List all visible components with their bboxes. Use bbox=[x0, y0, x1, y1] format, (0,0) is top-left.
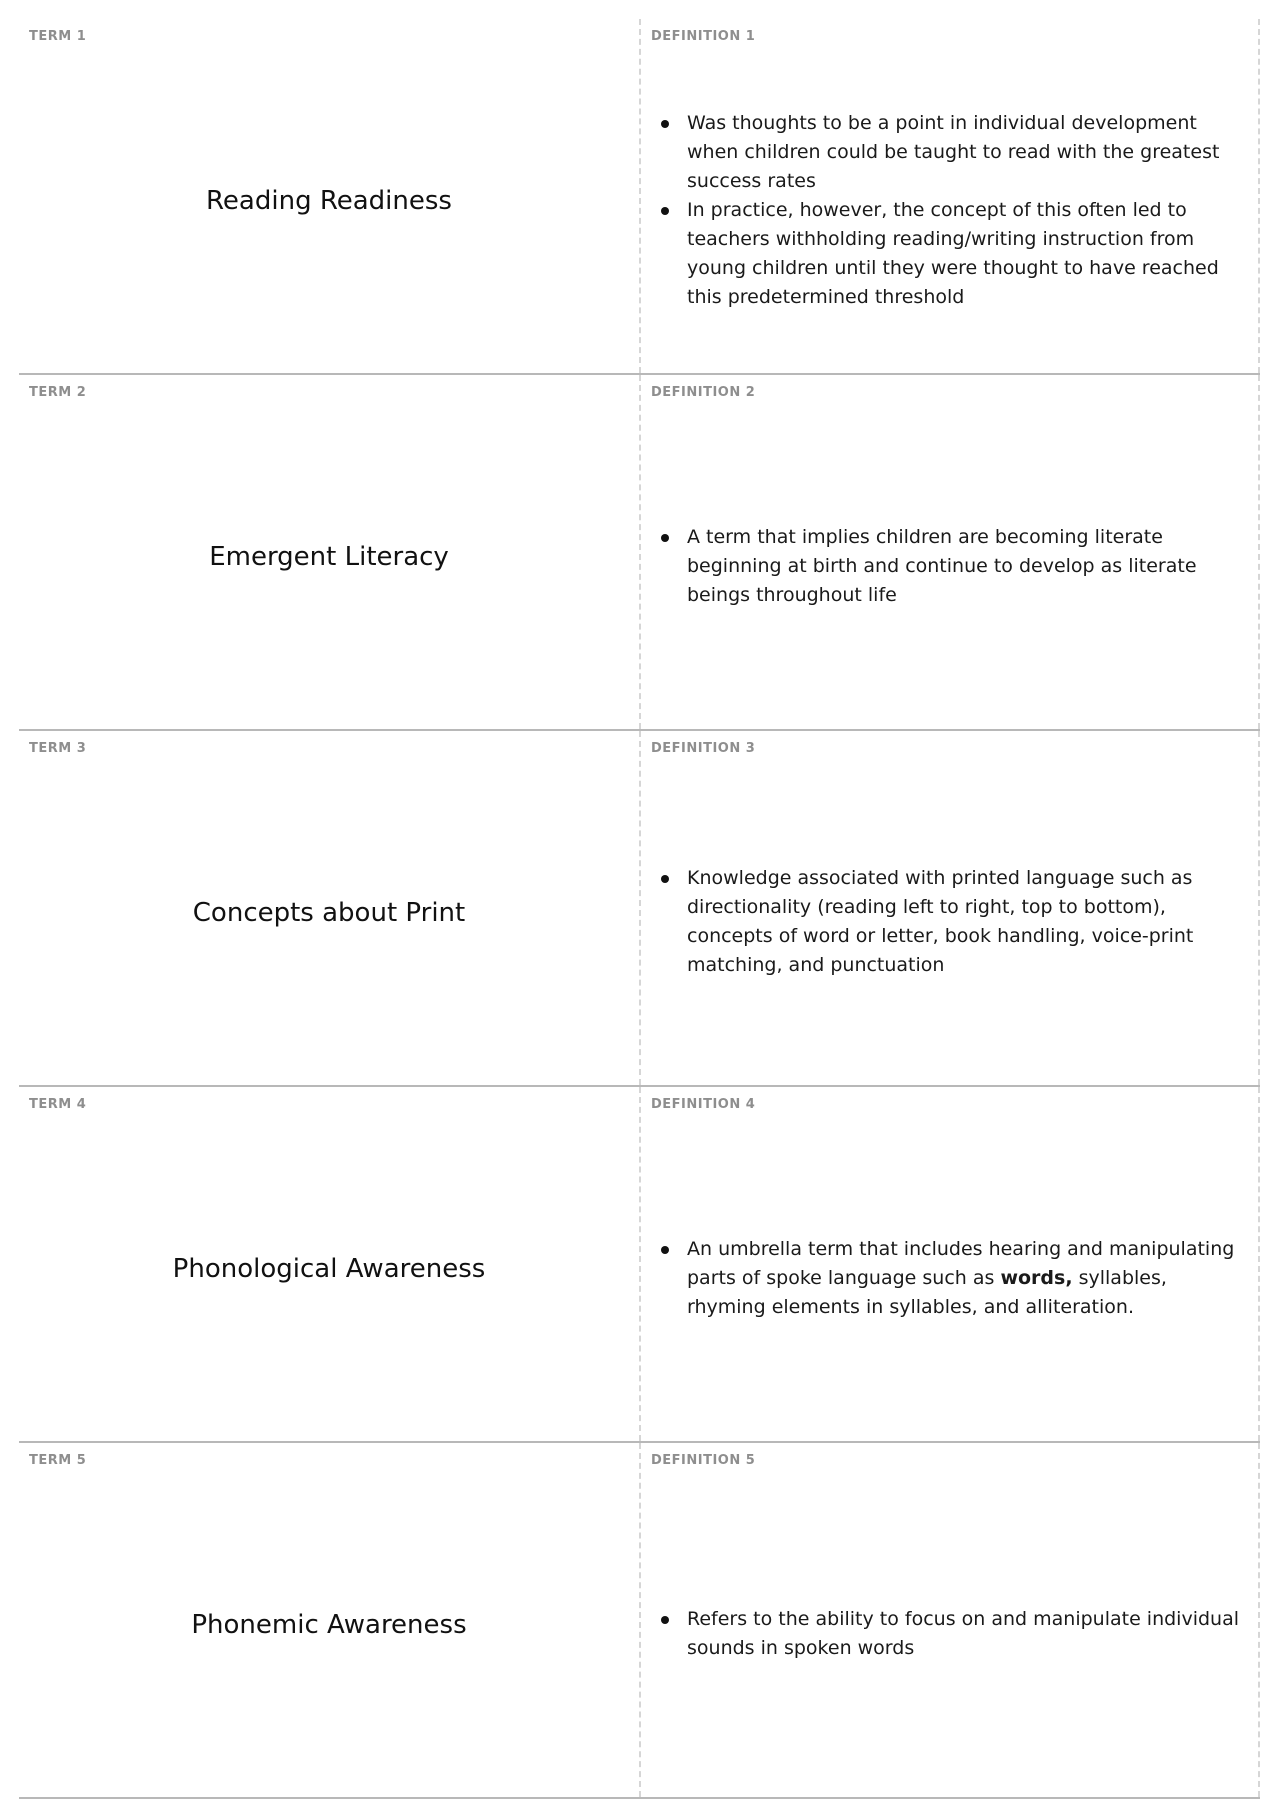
term-cell bbox=[19, 19, 641, 373]
flashcard-row bbox=[19, 19, 1260, 375]
term-text: Concepts about Print bbox=[192, 898, 466, 928]
term-label: TERM 3 bbox=[29, 741, 87, 756]
definition-item bbox=[687, 864, 1244, 980]
term-text: Phonemic Awareness bbox=[191, 1610, 467, 1640]
definition-item-text-before: An umbrella term that includes hearing and manipulating parts of spoke language such as bbox=[687, 1237, 1235, 1289]
definition-body bbox=[641, 731, 1258, 1085]
term-cell bbox=[19, 1443, 641, 1797]
definition-list bbox=[655, 109, 1244, 312]
definition-list bbox=[655, 1235, 1244, 1322]
definition-body bbox=[641, 1087, 1258, 1441]
definition-label: DEFINITION 2 bbox=[651, 385, 756, 400]
definition-item bbox=[687, 1235, 1244, 1322]
definition-cell bbox=[641, 731, 1260, 1085]
definition-item-text: Refers to the ability to focus on and manipulate individual sounds in spoken words bbox=[687, 1608, 1240, 1659]
definition-cell bbox=[641, 1443, 1260, 1797]
definition-item-text: In practice, however, the concept of this often led to teachers withholding reading/writing instruction from young children until they were thought to have reached this predetermined threshold bbox=[687, 198, 1219, 308]
term-label: TERM 4 bbox=[29, 1097, 87, 1112]
bullet-icon bbox=[661, 1246, 669, 1254]
definition-cell bbox=[641, 375, 1260, 729]
term-label: TERM 1 bbox=[29, 29, 87, 44]
definition-list bbox=[655, 1605, 1244, 1663]
term-label: TERM 2 bbox=[29, 385, 87, 400]
term-label: TERM 5 bbox=[29, 1453, 87, 1468]
definition-body bbox=[641, 375, 1258, 729]
flashcard-sheet bbox=[19, 19, 1260, 1799]
definition-label: DEFINITION 3 bbox=[651, 741, 756, 756]
bullet-icon bbox=[661, 120, 669, 128]
definition-label: DEFINITION 4 bbox=[651, 1097, 756, 1112]
bullet-icon bbox=[661, 207, 669, 215]
bullet-icon bbox=[661, 1616, 669, 1624]
definition-item-text: Knowledge associated with printed language such as directionality (reading left to right, top to bottom), concepts of word or letter, book handling, voice-print matching, and punctuation bbox=[687, 867, 1194, 976]
definition-body bbox=[641, 19, 1258, 373]
bullet-icon bbox=[661, 875, 669, 883]
flashcard-row bbox=[19, 731, 1260, 1087]
definition-item bbox=[687, 1605, 1244, 1663]
term-cell bbox=[19, 1087, 641, 1441]
definition-item-text: A term that implies children are becoming literate beginning at birth and continue to develop as literate beings throughout life bbox=[687, 525, 1197, 606]
bullet-icon bbox=[661, 534, 669, 542]
definition-body bbox=[641, 1443, 1258, 1797]
definition-cell bbox=[641, 1087, 1260, 1441]
flashcard-row bbox=[19, 375, 1260, 731]
definition-item bbox=[687, 523, 1244, 610]
definition-item-text-after: syllables, rhyming elements in syllables, and alliteration. bbox=[687, 1266, 1167, 1318]
flashcard-row bbox=[19, 1087, 1260, 1443]
definition-label: DEFINITION 5 bbox=[651, 1453, 756, 1468]
term-text: Reading Readiness bbox=[206, 186, 452, 216]
definition-label: DEFINITION 1 bbox=[651, 29, 756, 44]
term-cell bbox=[19, 375, 641, 729]
definition-cell bbox=[641, 19, 1260, 373]
definition-list bbox=[655, 523, 1244, 610]
term-text: Phonological Awareness bbox=[172, 1254, 486, 1284]
definition-list bbox=[655, 864, 1244, 980]
term-text: Emergent Literacy bbox=[209, 542, 449, 572]
definition-item bbox=[687, 196, 1244, 312]
flashcard-row bbox=[19, 1443, 1260, 1799]
definition-item-bold-text: words, bbox=[1000, 1266, 1073, 1289]
definition-item-text: Was thoughts to be a point in individual development when children could be taught to read with the greatest success rates bbox=[687, 111, 1220, 192]
term-cell bbox=[19, 731, 641, 1085]
definition-item bbox=[687, 109, 1244, 196]
